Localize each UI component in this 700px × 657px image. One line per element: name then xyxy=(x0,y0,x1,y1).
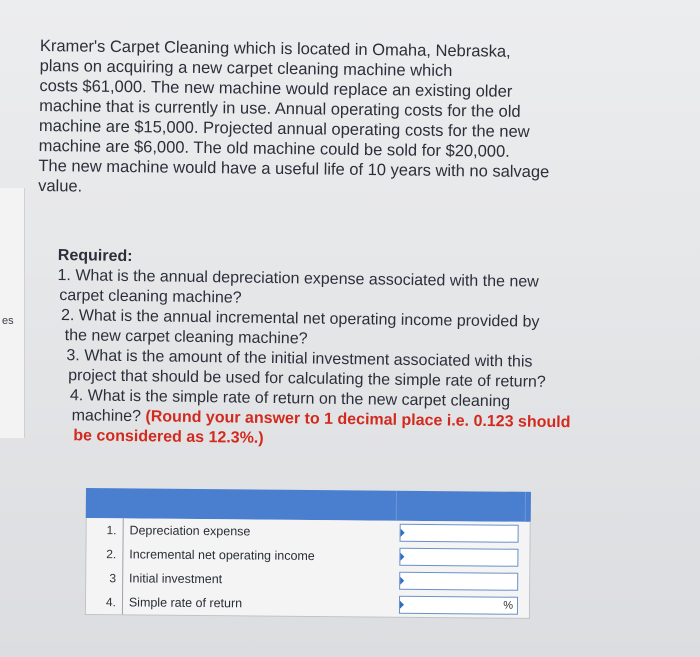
row-label: Initial investment xyxy=(122,566,395,592)
problem-line: machine are $15,000. Projected annual operating costs for the new xyxy=(38,116,530,141)
row-label: Simple rate of return xyxy=(122,590,395,616)
row-end xyxy=(522,594,529,618)
rounding-note-continued: be considered as 12.3%.) xyxy=(73,427,264,447)
problem-line: machine that is currently in use. Annual operating costs for the old xyxy=(39,96,521,121)
row-number: 2. xyxy=(106,547,117,562)
rounding-note: (Round your answer to 1 decimal place i.e. 0.123 should xyxy=(145,408,571,432)
required-line: 2. What is the annual incremental net operating income provided by xyxy=(60,307,540,331)
row-number: 3 xyxy=(109,571,117,586)
required-line: project that should be used for calculating the simple rate of return? xyxy=(68,367,546,391)
row-number: 1. xyxy=(106,523,117,538)
row-end xyxy=(523,522,530,546)
depreciation-expense-input[interactable] xyxy=(399,524,519,543)
row-input-cell xyxy=(395,569,523,594)
simple-rate-of-return-input[interactable] xyxy=(399,596,519,615)
side-panel-label: es xyxy=(2,315,14,327)
percent-suffix: % xyxy=(503,599,514,612)
table-header xyxy=(86,488,531,522)
row-label: Incremental net operating income xyxy=(122,542,395,568)
table-header-input-column xyxy=(397,491,526,522)
required-heading: Required: xyxy=(57,246,133,266)
row-input-cell xyxy=(395,545,523,570)
problem-line: machine are $6,000. The old machine could be sold for $20,000. xyxy=(38,136,510,161)
left-side-panel xyxy=(0,188,25,438)
answer-table xyxy=(85,488,531,619)
required-line: the new carpet cleaning machine? xyxy=(64,327,308,348)
required-line: 4. What is the simple rate of return on the new carpet cleaning xyxy=(69,387,511,411)
problem-line: The new machine would have a useful life of 10 years with no salvage xyxy=(38,156,550,182)
row-number: 4. xyxy=(105,595,116,610)
incremental-net-operating-income-input[interactable] xyxy=(399,548,519,567)
problem-line: costs $61,000. The new machine would replace an existing older xyxy=(39,76,513,101)
row-end xyxy=(522,570,529,594)
problem-line: Kramer's Carpet Cleaning which is located in Omaha, Nebraska, xyxy=(39,36,511,61)
required-line-text: machine? xyxy=(71,407,142,426)
problem-statement xyxy=(38,36,650,203)
problem-line: value. xyxy=(38,176,83,196)
row-end xyxy=(522,546,529,570)
row-label: Depreciation expense xyxy=(122,518,395,544)
row-input-cell xyxy=(395,521,523,546)
required-line: 1. What is the annual depreciation expense associated with the new xyxy=(57,266,539,291)
problem-line: plans on acquiring a new carpet cleaning machine which xyxy=(39,56,453,81)
initial-investment-input[interactable] xyxy=(399,572,519,591)
row-input-cell xyxy=(394,593,522,618)
table-row xyxy=(86,590,529,618)
table-body xyxy=(85,518,531,619)
table-header-label-column xyxy=(86,488,397,521)
required-line: carpet cleaning machine? xyxy=(59,287,242,307)
required-line: 3. What is the amount of the initial investment associated with this xyxy=(66,347,533,371)
required-section xyxy=(55,246,648,454)
